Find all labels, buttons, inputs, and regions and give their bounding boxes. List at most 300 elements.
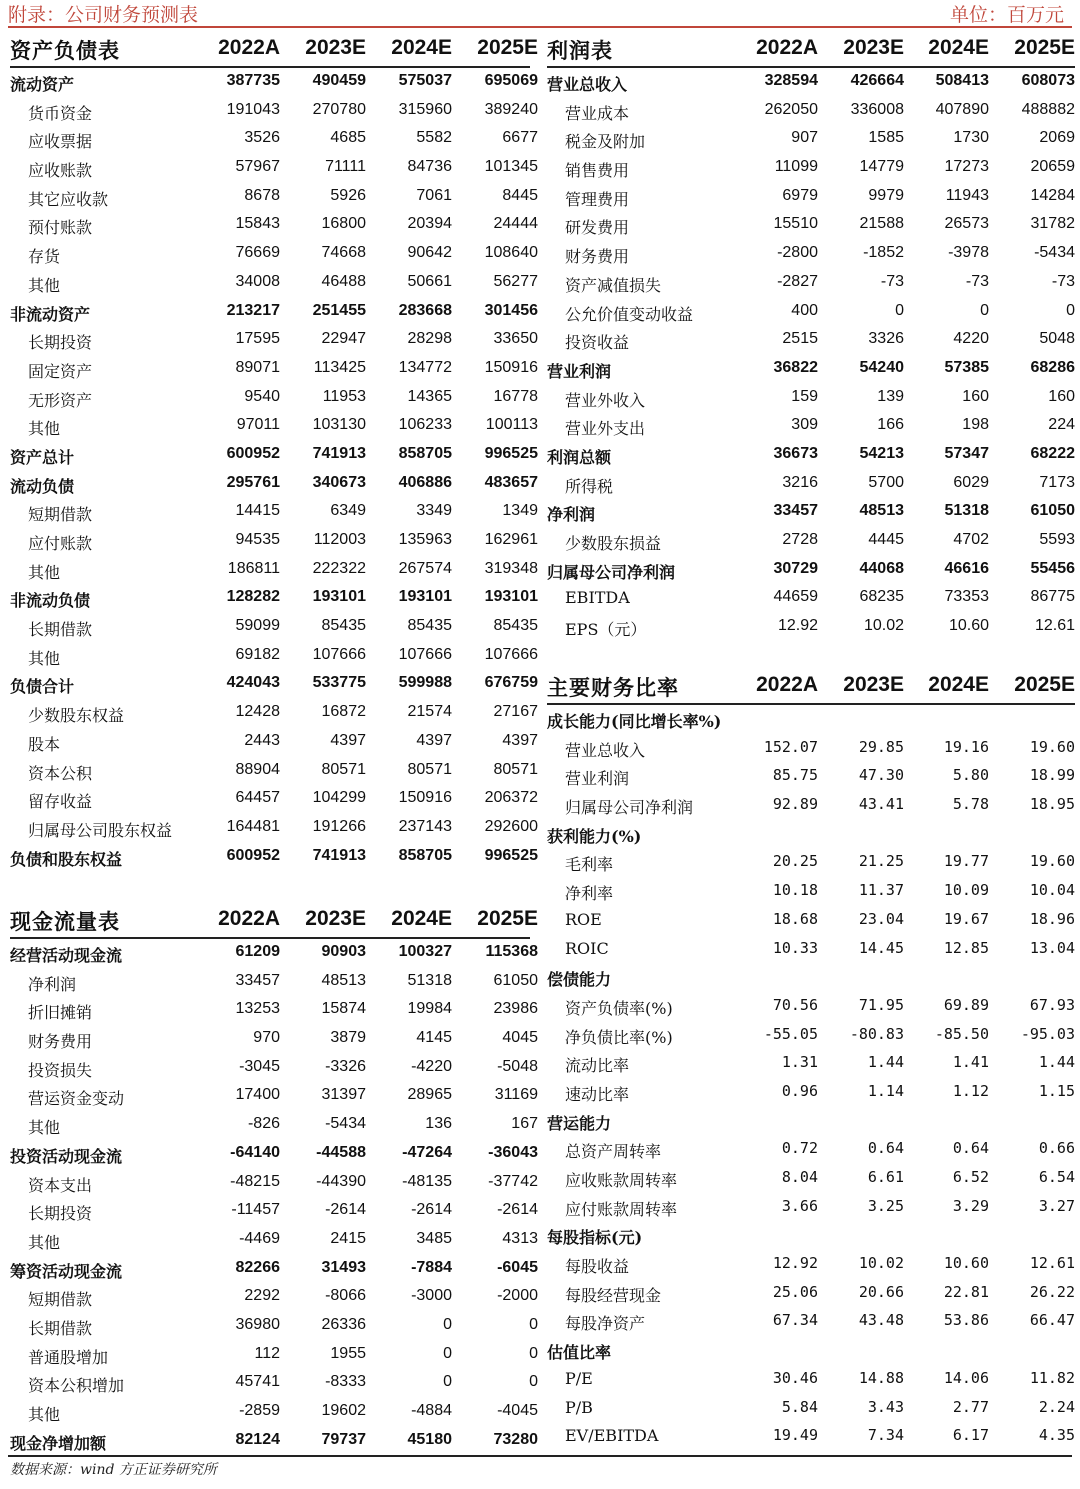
row-label: 应收账款 xyxy=(28,161,93,181)
row-label: 少数股东权益 xyxy=(28,706,125,726)
cell-value: 4313 xyxy=(502,1229,538,1247)
table-header xyxy=(547,32,1075,68)
cell-value: 28298 xyxy=(407,330,452,348)
cell-value: 6.17 xyxy=(952,1426,989,1445)
cell-value: 858705 xyxy=(398,846,452,864)
table-row xyxy=(547,1365,1075,1394)
table-row xyxy=(547,412,1075,441)
table-row xyxy=(10,939,538,968)
row-label: 长期投资 xyxy=(28,1204,93,1224)
row-label: 毛利率 xyxy=(565,855,614,875)
cell-value: 12.92 xyxy=(772,1254,818,1273)
cell-value: 108640 xyxy=(484,244,538,262)
cell-value: 73280 xyxy=(493,1430,538,1448)
table-row xyxy=(10,814,538,843)
table-row xyxy=(547,470,1075,499)
table-row xyxy=(547,1250,1075,1279)
cell-value: 21.25 xyxy=(858,852,904,871)
table-row xyxy=(10,211,538,240)
cell-value: 31782 xyxy=(1030,215,1075,233)
cell-value: 57385 xyxy=(944,358,989,376)
row-label: 每股经营现金 xyxy=(565,1285,662,1305)
cell-value: 5048 xyxy=(1039,330,1075,348)
row-label: 每股收益 xyxy=(565,1257,630,1277)
cell-value: 64457 xyxy=(235,789,280,807)
cell-value: 22.81 xyxy=(943,1282,989,1301)
cell-value: 134772 xyxy=(398,358,452,376)
cell-value: 0 xyxy=(443,1373,452,1391)
cell-value: 29.85 xyxy=(858,737,904,756)
cell-value: -48135 xyxy=(402,1172,452,1190)
table-row xyxy=(547,935,1075,964)
cell-value: 676759 xyxy=(484,674,538,692)
cell-value: 9540 xyxy=(244,387,280,405)
row-label: 所得税 xyxy=(565,476,614,496)
table-row xyxy=(547,1336,1075,1365)
cell-value: 12.85 xyxy=(943,938,989,957)
row-label: 筹资活动现金流 xyxy=(10,1261,123,1281)
table-row xyxy=(10,68,538,97)
cell-value: 107666 xyxy=(484,645,538,663)
cell-value: 213217 xyxy=(226,301,280,319)
cell-value: 79737 xyxy=(321,1430,366,1448)
table-header xyxy=(10,32,538,68)
cell-value: -2000 xyxy=(497,1287,538,1305)
cell-value: 17400 xyxy=(235,1086,280,1104)
row-label: 短期借款 xyxy=(28,505,93,525)
cell-value: 80571 xyxy=(407,760,452,778)
cell-value: -3000 xyxy=(411,1287,452,1305)
row-label: 长期借款 xyxy=(28,620,93,640)
row-label: 流动负债 xyxy=(10,476,75,496)
cell-value: 16800 xyxy=(321,215,366,233)
row-label: 非流动负债 xyxy=(10,591,91,611)
cell-value: 5926 xyxy=(330,186,366,204)
cell-value: 18.99 xyxy=(1029,766,1075,785)
cell-value: 3879 xyxy=(330,1029,366,1047)
cell-value: 14.06 xyxy=(943,1368,989,1387)
cell-value: -4045 xyxy=(497,1402,538,1419)
cell-value: 46488 xyxy=(321,272,366,290)
cell-value: 48513 xyxy=(321,971,366,989)
cell-value: 101345 xyxy=(484,158,538,176)
year-header: 2022A xyxy=(756,36,818,59)
cell-value: 2415 xyxy=(330,1229,366,1247)
table-row xyxy=(10,556,538,585)
cell-value: -3978 xyxy=(948,244,989,262)
year-header: 2025E xyxy=(1014,36,1075,59)
row-label: 每股指标(元) xyxy=(547,1228,643,1248)
table-row xyxy=(10,1226,538,1255)
cell-value: -2614 xyxy=(325,1201,366,1219)
table-row xyxy=(10,670,538,699)
row-label: 股本 xyxy=(28,734,61,754)
cell-value: 86775 xyxy=(1030,588,1075,606)
cell-value: 103130 xyxy=(312,416,366,434)
cell-value: 150916 xyxy=(484,358,538,376)
cell-value: -47264 xyxy=(402,1143,452,1161)
table-row xyxy=(547,1078,1075,1107)
row-label: 长期投资 xyxy=(28,333,93,353)
cell-value: -6045 xyxy=(497,1258,538,1276)
cell-value: 600952 xyxy=(226,846,280,864)
table-row xyxy=(547,154,1075,183)
year-header: 2022A xyxy=(218,36,280,59)
cell-value: 1.15 xyxy=(1038,1081,1075,1100)
cell-value: -2827 xyxy=(777,272,818,290)
cell-value: 136 xyxy=(425,1115,452,1133)
cell-value: 1.12 xyxy=(952,1081,989,1100)
cell-value: 0 xyxy=(895,301,904,319)
table-row xyxy=(10,183,538,212)
table-row xyxy=(10,1398,538,1427)
cell-value: -7884 xyxy=(411,1258,452,1276)
cell-value: 0.96 xyxy=(781,1081,818,1100)
cell-value: 4220 xyxy=(953,330,989,348)
cell-value: 11943 xyxy=(945,186,989,204)
year-header: 2024E xyxy=(928,36,989,59)
cell-value: 10.02 xyxy=(863,617,904,635)
table-row xyxy=(10,1427,538,1456)
cell-value: 14415 xyxy=(235,502,280,520)
year-header: 2023E xyxy=(305,907,366,930)
cell-value: 14779 xyxy=(859,158,904,176)
cell-value: 27167 xyxy=(493,703,538,721)
header-divider xyxy=(8,26,1072,28)
cell-value: 160 xyxy=(1048,387,1075,405)
row-label: 应付账款周转率 xyxy=(565,1199,678,1219)
cell-value: 8.04 xyxy=(781,1168,818,1186)
cell-value: 23986 xyxy=(493,1000,538,1018)
cell-value: 82124 xyxy=(235,1430,280,1448)
cell-value: 150916 xyxy=(398,789,452,807)
cell-value: 89071 xyxy=(235,358,280,376)
table-row xyxy=(10,642,538,671)
table-row xyxy=(10,326,538,355)
cell-value: 159 xyxy=(791,387,818,405)
cell-value: 3.66 xyxy=(781,1196,818,1215)
year-header: 2023E xyxy=(305,36,366,59)
row-label: 其他 xyxy=(28,1405,61,1424)
cell-value: 24444 xyxy=(493,215,538,233)
table-row xyxy=(547,734,1075,763)
table-row xyxy=(547,791,1075,820)
cell-value: 237143 xyxy=(398,817,452,835)
cell-value: 4445 xyxy=(868,531,904,548)
cell-value: -826 xyxy=(247,1115,280,1133)
table-row xyxy=(547,269,1075,298)
cell-value: 10.04 xyxy=(1029,881,1075,900)
row-label: 应收账款周转率 xyxy=(565,1171,678,1190)
table-row xyxy=(547,1307,1075,1336)
cell-value: 12.61 xyxy=(1029,1254,1075,1273)
cell-value: 5593 xyxy=(1039,531,1075,548)
cell-value: 70.56 xyxy=(772,995,818,1014)
cell-value: -73 xyxy=(880,272,904,290)
unit-label: 单位：百万元 xyxy=(949,4,1064,26)
row-label: 研发费用 xyxy=(565,218,630,238)
row-label: 归属母公司净利润 xyxy=(565,798,694,818)
cell-value: 193101 xyxy=(484,588,538,606)
table-row xyxy=(10,470,538,499)
income-statement-table xyxy=(547,32,1075,642)
cell-value: 67.34 xyxy=(772,1311,818,1330)
cell-value: 53.86 xyxy=(943,1311,989,1330)
table-row xyxy=(547,125,1075,154)
cell-value: 407890 xyxy=(935,100,989,118)
table-row xyxy=(547,820,1075,849)
cell-value: 533775 xyxy=(312,674,366,692)
row-label: 净负债比率(%) xyxy=(565,1027,673,1047)
row-label: 资本公积增加 xyxy=(28,1376,125,1396)
cell-value: 66.47 xyxy=(1029,1311,1075,1330)
cell-value: 5.80 xyxy=(952,766,989,785)
cell-value: 426664 xyxy=(850,72,904,89)
cell-value: 741913 xyxy=(312,846,366,864)
cell-value: 82266 xyxy=(235,1258,280,1276)
cell-value: 424043 xyxy=(226,674,280,692)
cell-value: 28965 xyxy=(407,1086,452,1104)
cell-value: 10.60 xyxy=(948,617,989,635)
cell-value: 490459 xyxy=(312,72,366,89)
table-row xyxy=(10,125,538,154)
cell-value: 20394 xyxy=(407,215,452,233)
cell-value: 26573 xyxy=(944,215,989,233)
cell-value: 4685 xyxy=(330,129,366,147)
table-row xyxy=(547,877,1075,906)
cell-value: 8445 xyxy=(502,186,538,204)
table-row xyxy=(10,154,538,183)
cell-value: 67.93 xyxy=(1029,995,1075,1014)
row-label: 资产负债率(%) xyxy=(565,998,673,1018)
table-row xyxy=(547,556,1075,585)
cell-value: 18.96 xyxy=(1029,909,1075,928)
row-label: 财务费用 xyxy=(28,1032,93,1052)
row-label: 营业成本 xyxy=(565,103,630,123)
cell-value: 68235 xyxy=(859,588,904,606)
cell-value: 193101 xyxy=(398,588,452,606)
cell-value: -3045 xyxy=(239,1057,280,1075)
cell-value: 112 xyxy=(254,1344,280,1362)
cell-value: 191266 xyxy=(312,817,366,835)
cell-value: 10.33 xyxy=(772,938,818,957)
table-row xyxy=(10,1082,538,1111)
row-label: 每股净资产 xyxy=(565,1314,646,1334)
year-header: 2025E xyxy=(477,907,538,930)
row-label: 流动资产 xyxy=(10,75,75,94)
row-label: 资本支出 xyxy=(28,1175,93,1195)
row-label: EPS（元） xyxy=(565,620,647,640)
cell-value: 0 xyxy=(529,1344,538,1362)
cell-value: 267574 xyxy=(398,559,452,577)
cell-value: 0 xyxy=(1066,301,1075,319)
cell-value: -85.50 xyxy=(934,1024,989,1043)
table-row xyxy=(547,527,1075,556)
table-row xyxy=(10,1283,538,1312)
table-row xyxy=(10,843,538,872)
table-row xyxy=(10,1255,538,1284)
row-label: 营运能力 xyxy=(547,1113,612,1133)
row-label: 经营活动现金流 xyxy=(10,946,123,965)
row-label: 短期借款 xyxy=(28,1290,93,1310)
cell-value: 21588 xyxy=(859,215,904,233)
cell-value: 6.54 xyxy=(1038,1168,1075,1186)
cell-value: -73 xyxy=(965,272,989,290)
cell-value: -1852 xyxy=(863,244,904,262)
table-row xyxy=(547,1135,1075,1164)
cell-value: 6029 xyxy=(953,473,989,491)
cell-value: 11.82 xyxy=(1029,1368,1075,1387)
cell-value: 23.04 xyxy=(858,909,904,928)
cell-value: 996525 xyxy=(484,444,538,462)
cell-value: 33457 xyxy=(773,502,818,520)
cell-value: 71.95 xyxy=(858,995,904,1014)
table-row xyxy=(10,584,538,613)
cell-value: 16872 xyxy=(321,703,366,721)
cell-value: 599988 xyxy=(398,674,452,692)
cell-value: 167 xyxy=(511,1115,538,1133)
cell-value: 3.29 xyxy=(952,1196,989,1215)
cell-value: 3485 xyxy=(416,1229,452,1247)
cell-value: 1955 xyxy=(330,1344,366,1362)
cell-value: -64140 xyxy=(230,1143,280,1161)
cell-value: 488882 xyxy=(1021,100,1075,118)
row-label: 预付账款 xyxy=(28,218,93,238)
cell-value: 4397 xyxy=(330,731,366,749)
cell-value: -48215 xyxy=(230,1172,280,1190)
row-label: 营业利润 xyxy=(547,361,612,381)
cell-value: 0 xyxy=(443,1344,452,1362)
cell-value: 15843 xyxy=(235,215,280,233)
row-label: ROE xyxy=(565,909,602,929)
cell-value: -55.05 xyxy=(763,1024,818,1043)
cell-value: 222322 xyxy=(312,559,366,577)
cell-value: 7173 xyxy=(1039,473,1075,491)
row-label: 其他 xyxy=(28,1118,61,1138)
cell-value: 1.14 xyxy=(867,1081,904,1100)
year-header: 2023E xyxy=(843,673,904,696)
cell-value: 112003 xyxy=(313,531,366,548)
table-row xyxy=(547,183,1075,212)
cell-value: -8066 xyxy=(325,1287,366,1305)
cell-value: 47.30 xyxy=(858,766,904,785)
cell-value: 400 xyxy=(791,301,818,319)
row-label: 营业外支出 xyxy=(565,419,646,439)
appendix-title: 附录：公司财务预测表 xyxy=(8,4,199,26)
cell-value: 166 xyxy=(877,416,904,434)
cell-value: 113425 xyxy=(313,358,366,376)
table-row xyxy=(10,699,538,728)
table-row xyxy=(10,1111,538,1140)
cell-value: 0 xyxy=(529,1315,538,1333)
cell-value: -73 xyxy=(1051,272,1075,290)
cell-value: 483657 xyxy=(484,473,538,491)
table-row xyxy=(10,1369,538,1398)
cell-value: 315960 xyxy=(398,100,452,118)
cell-value: 31493 xyxy=(321,1258,366,1276)
cell-value: 57967 xyxy=(235,158,280,176)
cell-value: 6.52 xyxy=(952,1168,989,1186)
cell-value: 1.44 xyxy=(867,1053,904,1072)
table-row xyxy=(10,240,538,269)
cell-value: 19984 xyxy=(407,1000,452,1018)
cell-value: 30.46 xyxy=(772,1368,818,1387)
cell-value: 56277 xyxy=(493,272,538,290)
table-row xyxy=(547,762,1075,791)
year-header: 2023E xyxy=(843,36,904,59)
cell-value: 283668 xyxy=(398,301,452,319)
cell-value: 6979 xyxy=(782,186,818,204)
cell-value: -2614 xyxy=(411,1201,452,1219)
cell-value: 1.44 xyxy=(1038,1053,1075,1072)
cell-value: 68222 xyxy=(1030,444,1075,462)
row-label: 其他 xyxy=(28,562,61,582)
cell-value: 206372 xyxy=(484,789,538,807)
cell-value: 15510 xyxy=(773,215,818,233)
cell-value: 55456 xyxy=(1030,559,1075,577)
cell-value: 10.18 xyxy=(772,881,818,900)
cell-value: 600952 xyxy=(226,444,280,462)
cell-value: 10.09 xyxy=(943,881,989,900)
cell-value: 292600 xyxy=(484,817,538,835)
row-label: 资产总计 xyxy=(10,447,75,467)
row-label: P/B xyxy=(565,1397,593,1417)
cell-value: 21574 xyxy=(407,703,452,721)
cell-value: -8333 xyxy=(325,1373,366,1391)
cell-value: 128282 xyxy=(226,588,280,606)
cell-value: 8678 xyxy=(244,186,280,204)
cell-value: 100327 xyxy=(398,943,452,960)
cell-value: 186811 xyxy=(227,559,280,577)
row-label: 普通股增加 xyxy=(28,1347,109,1367)
cell-value: -2800 xyxy=(777,244,818,262)
table-row xyxy=(547,441,1075,470)
cell-value: 0.66 xyxy=(1038,1139,1075,1158)
table-title: 现金流量表 xyxy=(10,909,120,934)
row-label: 偿债能力 xyxy=(547,970,612,990)
cell-value: 3216 xyxy=(782,473,818,491)
cell-value: -4469 xyxy=(239,1229,280,1247)
cell-value: 54240 xyxy=(859,358,904,376)
cell-value: -36043 xyxy=(488,1143,538,1161)
row-label: 现金净增加额 xyxy=(10,1433,107,1453)
cell-value: 84736 xyxy=(407,158,452,176)
row-label: 管理费用 xyxy=(565,189,630,209)
table-row xyxy=(10,355,538,384)
cell-value: 76669 xyxy=(235,244,280,262)
cell-value: 19.60 xyxy=(1029,852,1075,871)
row-label: 投资收益 xyxy=(565,333,630,353)
table-row xyxy=(547,992,1075,1021)
row-label: P/E xyxy=(565,1368,593,1388)
cell-value: 19.77 xyxy=(943,852,989,871)
cell-value: 3349 xyxy=(416,502,452,520)
cell-value: 90903 xyxy=(321,943,366,960)
cell-value: 1.41 xyxy=(952,1053,989,1072)
row-label: 公允价值变动收益 xyxy=(565,304,694,324)
row-label: 税金及附加 xyxy=(565,132,646,152)
footer-divider xyxy=(8,1455,1072,1457)
year-header: 2022A xyxy=(218,907,280,930)
table-title: 利润表 xyxy=(547,38,613,63)
row-label: 固定资产 xyxy=(28,361,93,381)
table-row xyxy=(547,326,1075,355)
table-row xyxy=(10,1025,538,1054)
cell-value: 575037 xyxy=(398,72,452,89)
cell-value: 90642 xyxy=(407,244,452,262)
cell-value: 85435 xyxy=(407,617,452,635)
cell-value: 36980 xyxy=(235,1315,280,1333)
